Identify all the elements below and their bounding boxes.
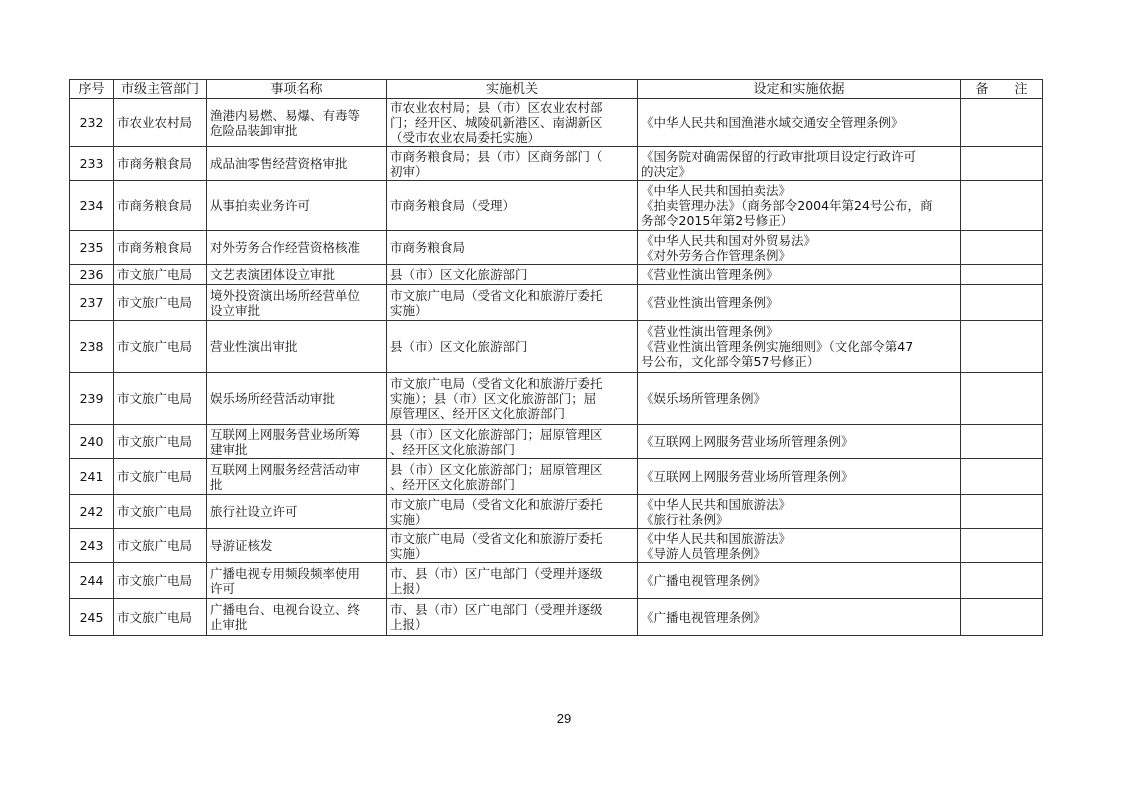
item-name-cell-line: 文艺表演团体设立审批: [210, 267, 336, 282]
basis-cell-line: 《旅行社条例》: [641, 511, 729, 527]
department-cell: 市商务粮食局: [114, 181, 207, 231]
agency-cell-line: 市农业农村局；县（市）区农业农村部: [390, 100, 603, 115]
agency-cell-line: 市商务粮食局（受理）: [390, 198, 516, 213]
basis-cell-line: 《国务院对确需保留的行政审批项目设定行政许可: [641, 148, 917, 164]
remarks-cell: [961, 495, 1043, 529]
department-cell: 市文旅广电局: [114, 285, 207, 321]
table-body: [70, 99, 1043, 636]
basis-cell-line: 《互联网上网服务营业场所管理条例》: [641, 469, 854, 484]
agency-cell-line: 、经开区文化旅游部门: [390, 441, 516, 457]
basis-cell-line: 《营业性演出管理条例》: [641, 267, 779, 282]
remarks-cell: [961, 373, 1043, 425]
item-name-cell-line: 建审批: [210, 441, 248, 457]
agency-cell: [387, 529, 638, 563]
agency-cell-line: 市、县（市）区广电部门（受理并逐级: [390, 565, 603, 581]
agency-cell-line: 县（市）区文化旅游部门；屈原管理区: [390, 461, 603, 477]
item-name-cell-line: 广播电台、电视台设立、终: [210, 602, 361, 617]
basis-cell-line: 《导游人员管理条例》: [641, 545, 767, 561]
agency-cell-line: 市文旅广电局（受省文化和旅游厅委托: [390, 496, 603, 512]
remarks-cell: [961, 563, 1043, 599]
basis-cell: [638, 599, 961, 636]
item-name-cell: [207, 373, 387, 425]
header-legal-basis: 设定和实施依据: [638, 80, 961, 99]
table-row: [70, 285, 1043, 321]
department-cell: 市文旅广电局: [114, 563, 207, 599]
department-cell: 市文旅广电局: [114, 599, 207, 636]
remarks-cell: [961, 231, 1043, 265]
basis-cell-line: 《娱乐场所管理条例》: [641, 391, 767, 406]
basis-cell: [638, 373, 961, 425]
item-name-cell-line: 许可: [210, 580, 236, 596]
remarks-cell: [961, 265, 1043, 285]
serial-number-cell: 244: [70, 563, 114, 599]
basis-cell: [638, 425, 961, 459]
table-header-row: [70, 80, 1043, 99]
basis-cell-line: 《对外劳务合作管理条例》: [641, 247, 792, 263]
agency-cell: [387, 459, 638, 495]
item-name-cell-line: 对外劳务合作经营资格核准: [210, 240, 361, 255]
basis-cell-line: 的决定》: [641, 163, 692, 179]
table-row: [70, 459, 1043, 495]
basis-cell-line: 《广播电视管理条例》: [641, 609, 767, 625]
item-name-cell: [207, 563, 387, 599]
item-name-cell-line: 从事拍卖业务许可: [210, 198, 311, 213]
basis-cell-line: 务部令2015年第2号修正）: [641, 213, 794, 228]
department-cell: 市文旅广电局: [114, 495, 207, 529]
serial-number-cell: 234: [70, 181, 114, 231]
basis-cell-line: 《营业性演出管理条例》: [641, 324, 779, 339]
remarks-cell: [961, 529, 1043, 563]
serial-number-cell: 240: [70, 425, 114, 459]
agency-cell: [387, 181, 638, 231]
agency-cell-line: 原管理区、经开区文化旅游部门: [390, 406, 566, 421]
agency-cell-line: 、经开区文化旅游部门: [390, 476, 516, 492]
agency-cell-line: 县（市）区文化旅游部门: [390, 267, 528, 282]
item-name-cell-line: 娱乐场所经营活动审批: [210, 391, 336, 406]
serial-number-cell: 235: [70, 231, 114, 265]
basis-cell-line: 《营业性演出管理条例实施细则》（文化部令第47: [641, 339, 914, 354]
agency-cell-line: 实施）: [390, 302, 428, 318]
basis-cell-line: 《中华人民共和国渔港水域交通安全管理条例》: [641, 115, 904, 130]
agency-cell: [387, 321, 638, 373]
item-name-cell-line: 营业性演出审批: [210, 339, 298, 354]
agency-cell: [387, 495, 638, 529]
table-row: [70, 373, 1043, 425]
item-name-cell: [207, 321, 387, 373]
item-name-cell: [207, 99, 387, 147]
table-row: [70, 147, 1043, 181]
table-row: [70, 425, 1043, 459]
department-cell: 市文旅广电局: [114, 459, 207, 495]
item-name-cell-line: 批: [210, 476, 223, 492]
item-name-cell: [207, 147, 387, 181]
item-name-cell-line: 止审批: [210, 617, 248, 632]
department-cell: 市商务粮食局: [114, 147, 207, 181]
item-name-cell-line: 互联网上网服务经营活动审: [210, 461, 361, 477]
item-name-cell-line: 旅行社设立许可: [210, 504, 298, 519]
basis-cell: [638, 285, 961, 321]
serial-number-cell: 245: [70, 599, 114, 636]
header-serial-number: 序号: [70, 80, 114, 99]
table-row: [70, 99, 1043, 147]
item-name-cell-line: 成品油零售经营资格审批: [210, 156, 348, 171]
remarks-cell: [961, 599, 1043, 636]
agency-cell-line: 上报）: [390, 580, 428, 596]
item-name-cell: [207, 529, 387, 563]
remarks-cell: [961, 425, 1043, 459]
table-row: [70, 563, 1043, 599]
item-name-cell: [207, 285, 387, 321]
agency-cell-line: 市、县（市）区广电部门（受理并逐级: [390, 602, 603, 617]
table-row: [70, 181, 1043, 231]
remarks-cell: [961, 459, 1043, 495]
serial-number-cell: 233: [70, 147, 114, 181]
basis-cell-line: 《中华人民共和国对外贸易法》: [641, 232, 817, 248]
agency-cell-line: （受市农业农局委托实施）: [390, 130, 541, 145]
table-row: [70, 265, 1043, 285]
department-cell: 市商务粮食局: [114, 231, 207, 265]
item-name-cell-line: 境外投资演出场所经营单位: [210, 287, 361, 303]
agency-cell-line: 市商务粮食局；县（市）区商务部门（: [390, 148, 603, 164]
serial-number-cell: 239: [70, 373, 114, 425]
department-cell: 市文旅广电局: [114, 373, 207, 425]
agency-cell-line: 市文旅广电局（受省文化和旅游厅委托: [390, 376, 603, 391]
table-row: [70, 321, 1043, 373]
agency-cell-line: 实施）: [390, 545, 428, 561]
agency-cell-line: 县（市）区文化旅游部门: [390, 339, 528, 354]
agency-cell-line: 实施）: [390, 511, 428, 527]
agency-cell: [387, 265, 638, 285]
item-name-cell: [207, 181, 387, 231]
department-cell: 市文旅广电局: [114, 265, 207, 285]
agency-cell: [387, 425, 638, 459]
basis-cell-line: 《拍卖管理办法》（商务部令2004年第24号公布，商: [641, 198, 933, 213]
basis-cell: [638, 563, 961, 599]
basis-cell: [638, 147, 961, 181]
basis-cell: [638, 459, 961, 495]
item-name-cell: [207, 425, 387, 459]
header-item-name: 事项名称: [207, 80, 387, 99]
serial-number-cell: 237: [70, 285, 114, 321]
agency-cell-line: 市文旅广电局（受省文化和旅游厅委托: [390, 287, 603, 303]
serial-number-cell: 241: [70, 459, 114, 495]
item-name-cell-line: 设立审批: [210, 302, 261, 318]
agency-cell-line: 上报）: [390, 617, 428, 632]
table-row: [70, 231, 1043, 265]
serial-number-cell: 236: [70, 265, 114, 285]
item-name-cell-line: 广播电视专用频段频率使用: [210, 565, 361, 581]
item-name-cell-line: 互联网上网服务营业场所筹: [210, 426, 361, 442]
basis-cell: [638, 99, 961, 147]
approval-items-table: [69, 79, 1043, 636]
item-name-cell: [207, 495, 387, 529]
serial-number-cell: 232: [70, 99, 114, 147]
item-name-cell: [207, 231, 387, 265]
agency-cell: [387, 599, 638, 636]
item-name-cell-line: 渔港内易燃、易爆、有毒等: [210, 107, 361, 123]
basis-cell-line: 《互联网上网服务营业场所管理条例》: [641, 434, 854, 449]
table-row: [70, 599, 1043, 636]
remarks-cell: [961, 285, 1043, 321]
page-number: 29: [556, 711, 572, 726]
item-name-cell: [207, 265, 387, 285]
header-department: 市级主管部门: [114, 80, 207, 99]
agency-cell-line: 县（市）区文化旅游部门；屈原管理区: [390, 426, 603, 442]
agency-cell-line: 初审）: [390, 163, 428, 179]
basis-cell: [638, 321, 961, 373]
remarks-cell: [961, 99, 1043, 147]
remarks-cell: [961, 321, 1043, 373]
header-remarks: 备 注: [961, 80, 1043, 99]
header-implementing-agency: 实施机关: [387, 80, 638, 99]
serial-number-cell: 238: [70, 321, 114, 373]
remarks-cell: [961, 181, 1043, 231]
remarks-cell: [961, 147, 1043, 181]
agency-cell: [387, 563, 638, 599]
agency-cell: [387, 231, 638, 265]
department-cell: 市文旅广电局: [114, 529, 207, 563]
item-name-cell-line: 危险品装卸审批: [210, 122, 298, 138]
department-cell: 市文旅广电局: [114, 321, 207, 373]
basis-cell: [638, 529, 961, 563]
basis-cell-line: 《广播电视管理条例》: [641, 573, 767, 588]
agency-cell: [387, 373, 638, 425]
agency-cell-line: 市文旅广电局（受省文化和旅游厅委托: [390, 530, 603, 546]
basis-cell: [638, 231, 961, 265]
basis-cell: [638, 495, 961, 529]
serial-number-cell: 243: [70, 529, 114, 563]
basis-cell-line: 《中华人民共和国旅游法》: [641, 530, 792, 546]
serial-number-cell: 242: [70, 495, 114, 529]
basis-cell-line: 《中华人民共和国拍卖法》: [641, 183, 792, 198]
basis-cell-line: 《中华人民共和国旅游法》: [641, 496, 792, 512]
agency-cell-line: 实施）；县（市）区文化旅游部门；屈: [390, 391, 597, 406]
basis-cell: [638, 265, 961, 285]
agency-cell-line: 门；经开区、城陵矶新港区、南湖新区: [390, 115, 603, 130]
item-name-cell: [207, 459, 387, 495]
agency-cell: [387, 147, 638, 181]
basis-cell: [638, 181, 961, 231]
item-name-cell-line: 导游证核发: [210, 538, 273, 553]
item-name-cell: [207, 599, 387, 636]
basis-cell-line: 号公布，文化部令第57号修正）: [641, 354, 820, 369]
department-cell: 市文旅广电局: [114, 425, 207, 459]
basis-cell-line: 《营业性演出管理条例》: [641, 295, 779, 310]
table-row: [70, 529, 1043, 563]
agency-cell: [387, 99, 638, 147]
agency-cell-line: 市商务粮食局: [390, 240, 466, 255]
agency-cell: [387, 285, 638, 321]
table-row: [70, 495, 1043, 529]
department-cell: 市农业农村局: [114, 99, 207, 147]
